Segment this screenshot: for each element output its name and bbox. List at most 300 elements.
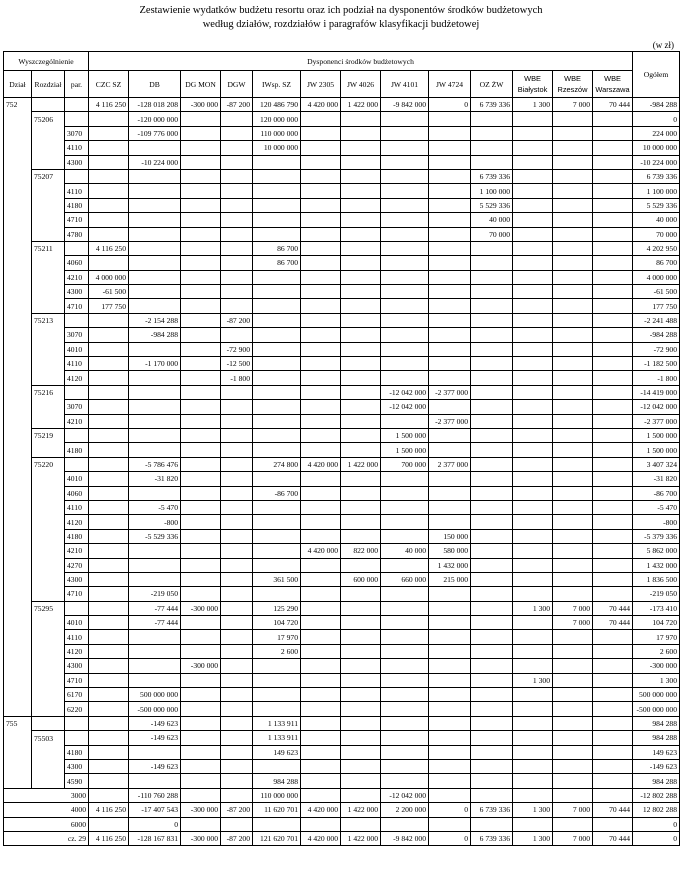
value-cell — [593, 141, 633, 155]
value-cell — [301, 328, 341, 342]
total-cell: 5 529 336 — [633, 198, 680, 212]
value-cell — [129, 400, 181, 414]
value-cell — [471, 385, 513, 399]
value-cell — [341, 184, 381, 198]
dzial-cell — [4, 529, 32, 543]
value-cell: -87 200 — [221, 313, 253, 327]
value-cell: 0 — [129, 817, 181, 831]
value-cell — [129, 241, 181, 255]
value-cell — [553, 198, 593, 212]
header-row-2 — [4, 71, 680, 98]
value-cell — [89, 126, 129, 140]
value-cell — [181, 385, 221, 399]
value-cell — [513, 428, 553, 442]
dzial-cell — [4, 169, 32, 183]
value-cell — [513, 256, 553, 270]
title-line-2: według działów, rozdziałów i paragrafów klasyfikacji budżetowej — [202, 19, 480, 30]
value-cell — [381, 529, 429, 543]
value-cell — [181, 357, 221, 371]
header-column: DG MON — [181, 71, 221, 98]
rozdzial-cell — [32, 256, 65, 270]
value-cell — [89, 112, 129, 126]
value-cell — [221, 702, 253, 716]
value-cell — [471, 428, 513, 442]
value-cell — [129, 141, 181, 155]
value-cell — [429, 112, 471, 126]
value-cell: 660 000 — [381, 572, 429, 586]
table-row — [4, 428, 680, 442]
value-cell — [253, 357, 301, 371]
value-cell: 1 500 000 — [381, 443, 429, 457]
value-cell — [253, 472, 301, 486]
value-cell — [301, 659, 341, 673]
value-cell — [89, 817, 129, 831]
value-cell — [301, 759, 341, 773]
value-cell — [89, 659, 129, 673]
value-cell — [381, 169, 429, 183]
value-cell: 1 300 — [513, 803, 553, 817]
value-cell — [181, 198, 221, 212]
value-cell — [341, 673, 381, 687]
value-cell — [593, 155, 633, 169]
value-cell — [471, 759, 513, 773]
rozdzial-cell: 75211 — [32, 241, 65, 255]
rozdzial-cell — [32, 414, 65, 428]
value-cell — [429, 141, 471, 155]
value-cell — [471, 745, 513, 759]
rozdzial-cell — [32, 515, 65, 529]
value-cell — [129, 486, 181, 500]
value-cell — [381, 515, 429, 529]
value-cell: 500 000 000 — [129, 688, 181, 702]
value-cell — [221, 299, 253, 313]
value-cell — [593, 515, 633, 529]
value-cell — [471, 529, 513, 543]
value-cell — [471, 141, 513, 155]
value-cell — [471, 155, 513, 169]
par-cell: 4300 — [65, 572, 89, 586]
value-cell: -1 170 000 — [129, 357, 181, 371]
value-cell: 1 422 000 — [341, 98, 381, 112]
value-cell — [221, 817, 253, 831]
value-cell — [471, 788, 513, 802]
value-cell: -149 623 — [129, 759, 181, 773]
value-cell — [513, 285, 553, 299]
rozdzial-cell — [32, 98, 65, 112]
value-cell — [381, 486, 429, 500]
value-cell — [181, 457, 221, 471]
value-cell — [513, 357, 553, 371]
rozdzial-cell — [32, 342, 65, 356]
total-cell: 2 600 — [633, 644, 680, 658]
value-cell: 4 116 250 — [89, 803, 129, 817]
value-cell — [471, 486, 513, 500]
dzial-cell — [4, 544, 32, 558]
value-cell — [593, 716, 633, 730]
value-cell — [89, 788, 129, 802]
value-cell — [471, 299, 513, 313]
header-dysponenci: Dysponenci środków budżetowych — [89, 52, 633, 71]
value-cell: -800 — [129, 515, 181, 529]
total-cell: 6 739 336 — [633, 169, 680, 183]
dzial-cell — [4, 659, 32, 673]
value-cell — [89, 688, 129, 702]
value-cell — [341, 227, 381, 241]
rozdzial-cell: 75219 — [32, 428, 65, 442]
value-cell — [129, 169, 181, 183]
table-row — [4, 328, 680, 342]
value-cell — [381, 817, 429, 831]
value-cell — [221, 443, 253, 457]
value-cell — [429, 486, 471, 500]
value-cell: 1 500 000 — [381, 428, 429, 442]
value-cell: 70 000 — [471, 227, 513, 241]
dzial-cell — [4, 241, 32, 255]
value-cell: -2 154 288 — [129, 313, 181, 327]
value-cell — [429, 688, 471, 702]
value-cell: -61 500 — [89, 285, 129, 299]
value-cell — [301, 731, 341, 745]
value-cell — [89, 400, 129, 414]
value-cell — [301, 400, 341, 414]
value-cell — [221, 241, 253, 255]
dzial-cell — [4, 500, 32, 514]
rozdzial-cell — [32, 587, 65, 601]
value-cell — [513, 414, 553, 428]
summary-row — [4, 788, 680, 802]
value-cell — [553, 572, 593, 586]
value-cell — [429, 328, 471, 342]
value-cell: 2 377 000 — [429, 457, 471, 471]
total-cell: 1 500 000 — [633, 443, 680, 457]
value-cell — [301, 313, 341, 327]
rozdzial-cell — [32, 659, 65, 673]
value-cell — [553, 371, 593, 385]
value-cell — [381, 155, 429, 169]
par-cell: 4180 — [65, 745, 89, 759]
value-cell — [341, 285, 381, 299]
value-cell — [553, 357, 593, 371]
value-cell — [221, 774, 253, 788]
value-cell — [301, 515, 341, 529]
value-cell — [89, 457, 129, 471]
value-cell — [513, 385, 553, 399]
value-cell — [381, 702, 429, 716]
value-cell — [593, 256, 633, 270]
par-cell — [65, 716, 89, 730]
total-cell: -2 241 488 — [633, 313, 680, 327]
value-cell — [429, 285, 471, 299]
dzial-cell — [4, 313, 32, 327]
dzial-cell — [4, 371, 32, 385]
value-cell — [471, 630, 513, 644]
value-cell — [253, 500, 301, 514]
value-cell — [221, 169, 253, 183]
total-cell: -500 000 000 — [633, 702, 680, 716]
value-cell — [89, 673, 129, 687]
value-cell: 4 116 250 — [89, 241, 129, 255]
value-cell: 10 000 000 — [253, 141, 301, 155]
value-cell — [429, 759, 471, 773]
value-cell — [89, 227, 129, 241]
value-cell — [181, 371, 221, 385]
value-cell — [181, 788, 221, 802]
value-cell — [471, 702, 513, 716]
value-cell — [381, 213, 429, 227]
value-cell — [513, 400, 553, 414]
value-cell — [429, 644, 471, 658]
value-cell — [181, 184, 221, 198]
value-cell — [301, 428, 341, 442]
value-cell: 7 000 — [553, 616, 593, 630]
value-cell — [471, 817, 513, 831]
value-cell — [301, 817, 341, 831]
value-cell — [593, 299, 633, 313]
total-cell: -219 050 — [633, 587, 680, 601]
table-row — [4, 299, 680, 313]
value-cell: 700 000 — [381, 457, 429, 471]
header-dzial: Dział — [4, 71, 32, 98]
header-column-wbe — [553, 71, 593, 98]
value-cell — [593, 572, 633, 586]
value-cell — [129, 299, 181, 313]
value-cell: -149 623 — [129, 731, 181, 745]
value-cell — [301, 500, 341, 514]
table-row — [4, 558, 680, 572]
dzial-cell — [4, 198, 32, 212]
table-row — [4, 241, 680, 255]
table-row — [4, 673, 680, 687]
value-cell — [341, 472, 381, 486]
value-cell: -128 018 208 — [129, 98, 181, 112]
rozdzial-cell — [32, 400, 65, 414]
value-cell — [89, 731, 129, 745]
value-cell — [553, 659, 593, 673]
value-cell — [429, 299, 471, 313]
value-cell — [221, 428, 253, 442]
value-cell — [429, 227, 471, 241]
value-cell: 70 444 — [593, 601, 633, 615]
value-cell — [593, 500, 633, 514]
total-cell: -72 900 — [633, 342, 680, 356]
par-cell: 4210 — [65, 414, 89, 428]
total-cell: -984 288 — [633, 98, 680, 112]
value-cell: 0 — [429, 98, 471, 112]
value-cell — [381, 587, 429, 601]
value-cell — [181, 443, 221, 457]
unit-label: (w zł) — [652, 40, 674, 50]
value-cell — [89, 601, 129, 615]
value-cell — [429, 213, 471, 227]
value-cell — [513, 774, 553, 788]
value-cell: 822 000 — [341, 544, 381, 558]
value-cell — [553, 241, 593, 255]
par-cell: 4120 — [65, 515, 89, 529]
value-cell — [301, 299, 341, 313]
value-cell — [471, 688, 513, 702]
value-cell — [429, 616, 471, 630]
total-cell: 1 836 500 — [633, 572, 680, 586]
value-cell: 1 133 911 — [253, 731, 301, 745]
dzial-cell — [4, 256, 32, 270]
value-cell — [471, 256, 513, 270]
value-cell — [471, 500, 513, 514]
rozdzial-cell — [32, 774, 65, 788]
value-cell — [381, 414, 429, 428]
value-cell — [301, 688, 341, 702]
value-cell — [129, 745, 181, 759]
value-cell — [471, 313, 513, 327]
value-cell — [553, 443, 593, 457]
value-cell — [89, 328, 129, 342]
value-cell: 4 116 250 — [89, 831, 129, 845]
value-cell — [301, 587, 341, 601]
value-cell — [429, 788, 471, 802]
value-cell — [221, 659, 253, 673]
dzial-cell — [4, 213, 32, 227]
value-cell — [341, 745, 381, 759]
rozdzial-cell — [32, 328, 65, 342]
value-cell — [513, 198, 553, 212]
value-cell — [471, 414, 513, 428]
value-cell — [181, 270, 221, 284]
value-cell — [381, 141, 429, 155]
value-cell — [471, 270, 513, 284]
value-cell — [181, 486, 221, 500]
value-cell: -300 000 — [181, 659, 221, 673]
table-row — [4, 529, 680, 543]
rozdzial-cell — [32, 126, 65, 140]
value-cell — [553, 227, 593, 241]
value-cell — [221, 184, 253, 198]
total-cell: 224 000 — [633, 126, 680, 140]
value-cell: 120 486 790 — [253, 98, 301, 112]
value-cell — [129, 443, 181, 457]
value-cell — [471, 558, 513, 572]
value-cell — [341, 630, 381, 644]
value-cell — [553, 313, 593, 327]
table-row — [4, 572, 680, 586]
value-cell — [429, 587, 471, 601]
table-row — [4, 500, 680, 514]
value-cell — [429, 731, 471, 745]
rozdzial-cell — [32, 630, 65, 644]
dzial-cell — [4, 227, 32, 241]
value-cell — [429, 342, 471, 356]
dzial-cell — [4, 644, 32, 658]
value-cell — [181, 400, 221, 414]
value-cell — [341, 716, 381, 730]
value-cell — [253, 342, 301, 356]
value-cell: -31 820 — [129, 472, 181, 486]
value-cell — [301, 716, 341, 730]
value-cell — [181, 544, 221, 558]
value-cell — [429, 745, 471, 759]
total-cell: 0 — [633, 112, 680, 126]
value-cell — [593, 371, 633, 385]
total-cell: -5 470 — [633, 500, 680, 514]
total-cell: -14 419 000 — [633, 385, 680, 399]
value-cell — [129, 414, 181, 428]
value-cell — [221, 155, 253, 169]
value-cell — [221, 572, 253, 586]
value-cell — [593, 126, 633, 140]
value-cell — [471, 457, 513, 471]
table-row — [4, 515, 680, 529]
value-cell: 1 300 — [513, 601, 553, 615]
value-cell — [221, 587, 253, 601]
total-cell: 4 202 950 — [633, 241, 680, 255]
value-cell — [513, 544, 553, 558]
value-cell — [253, 184, 301, 198]
value-cell — [89, 515, 129, 529]
value-cell — [513, 702, 553, 716]
title-line-1: Zestawienie wydatków budżetu resortu oraz ich podział na dysponentów środków budżetowych — [139, 5, 543, 16]
value-cell — [593, 169, 633, 183]
value-cell — [221, 486, 253, 500]
value-cell — [89, 385, 129, 399]
value-cell — [429, 184, 471, 198]
value-cell — [341, 486, 381, 500]
value-cell — [341, 515, 381, 529]
value-cell — [89, 716, 129, 730]
table-row — [4, 371, 680, 385]
header-column: JW 4101 — [381, 71, 429, 98]
rozdzial-cell — [32, 702, 65, 716]
value-cell — [553, 529, 593, 543]
table-row — [4, 198, 680, 212]
value-cell — [513, 688, 553, 702]
value-cell — [593, 788, 633, 802]
value-cell — [381, 716, 429, 730]
value-cell — [89, 256, 129, 270]
value-cell — [341, 126, 381, 140]
value-cell: 70 444 — [593, 803, 633, 817]
value-cell: 1 133 911 — [253, 716, 301, 730]
rozdzial-cell — [32, 213, 65, 227]
value-cell — [513, 716, 553, 730]
value-cell — [301, 601, 341, 615]
table-row — [4, 544, 680, 558]
par-cell: 4110 — [65, 630, 89, 644]
value-cell — [513, 644, 553, 658]
value-cell — [341, 414, 381, 428]
value-cell — [553, 500, 593, 514]
value-cell: 0 — [429, 803, 471, 817]
value-cell — [253, 759, 301, 773]
value-cell: -5 470 — [129, 500, 181, 514]
value-cell — [129, 659, 181, 673]
rozdzial-cell — [32, 155, 65, 169]
header-column: DB — [129, 71, 181, 98]
value-cell — [253, 673, 301, 687]
value-cell — [593, 213, 633, 227]
value-cell — [553, 558, 593, 572]
value-cell — [341, 443, 381, 457]
par-cell: 4780 — [65, 227, 89, 241]
value-cell — [593, 558, 633, 572]
value-cell: -12 042 000 — [381, 385, 429, 399]
value-cell — [181, 817, 221, 831]
value-cell — [429, 774, 471, 788]
summary-label: 6000 — [4, 817, 89, 831]
value-cell — [471, 774, 513, 788]
value-cell — [89, 587, 129, 601]
dzial-cell: 755 — [4, 716, 32, 730]
value-cell — [593, 673, 633, 687]
value-cell: -2 377 000 — [429, 414, 471, 428]
value-cell — [471, 716, 513, 730]
